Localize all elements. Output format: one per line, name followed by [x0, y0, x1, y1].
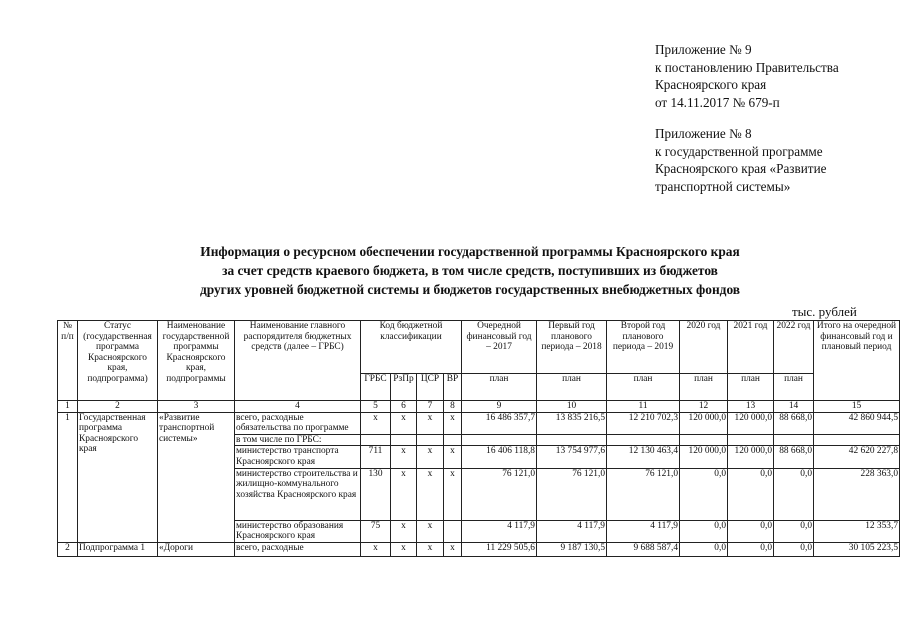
row-code-rzpr: х — [391, 412, 417, 434]
row-value-2020: 120 000,0 — [680, 446, 728, 468]
row-value-2018: 13 835 216,5 — [537, 412, 607, 434]
col-number: 8 — [444, 401, 462, 413]
row-value-2017: 11 229 505,6 — [462, 542, 537, 556]
header-status: Статус (государственная программа Красноярского края, подпрограмма) — [78, 321, 158, 401]
row-value-total: 42 620 227,8 — [814, 446, 900, 468]
row-grbs: министерство строительства и жилищно-коммунального хозяйства Красноярского края — [235, 468, 361, 520]
row-grbs: министерство транспорта Красноярского края — [235, 446, 361, 468]
row-value-2018: 13 754 977,6 — [537, 446, 607, 468]
row-value-2021: 120 000,0 — [728, 446, 774, 468]
row-value-2017: 76 121,0 — [462, 468, 537, 520]
row-code-rzpr: х — [391, 542, 417, 556]
col-number: 10 — [537, 401, 607, 413]
col-number: 11 — [607, 401, 680, 413]
annex-9-block — [655, 41, 895, 111]
row-code-csr: х — [417, 412, 444, 434]
document-title — [130, 242, 810, 299]
row-value-2022: 0,0 — [774, 468, 814, 520]
row-code-csr: х — [417, 446, 444, 468]
header-plan: план — [728, 374, 774, 401]
row-value-2019: 12 210 702,3 — [607, 412, 680, 434]
column-number-row — [58, 401, 900, 413]
row-num: 1 — [58, 412, 78, 542]
header-2018: Первый год планового периода – 2018 — [537, 321, 607, 374]
annex-line: от 14.11.2017 № 679-п — [655, 94, 780, 110]
header-plan: план — [680, 374, 728, 401]
row-code-rzpr: х — [391, 446, 417, 468]
row-code-grbs: 130 — [361, 468, 391, 520]
row-value-2022: 88 668,0 — [774, 412, 814, 434]
row-value-2018: 76 121,0 — [537, 468, 607, 520]
units-label: тыс. рублей — [792, 304, 857, 319]
header-sub-csr: ЦСР — [417, 374, 444, 401]
row-value-total: 30 105 223,5 — [814, 542, 900, 556]
col-number: 15 — [814, 401, 900, 413]
header-plan: план — [462, 374, 537, 401]
annex-line: Приложение № 8 — [655, 126, 752, 141]
header-2022: 2022 год — [774, 321, 814, 374]
row-value-2019: 12 130 463,4 — [607, 446, 680, 468]
row-value-2022: 0,0 — [774, 520, 814, 542]
title-line: других уровней бюджетной системы и бюджетов государственных внебюджетных фондов — [199, 282, 741, 297]
header-code: Код бюджетной классификации — [361, 321, 462, 374]
header-row — [58, 321, 900, 374]
row-value-2018: 9 187 130,5 — [537, 542, 607, 556]
row-code-csr: х — [417, 520, 444, 542]
row-code-grbs: х — [361, 542, 391, 556]
row-code-grbs: 75 — [361, 520, 391, 542]
row-value-2020: 0,0 — [680, 468, 728, 520]
header-sub-vr: ВР — [444, 374, 462, 401]
col-number: 5 — [361, 401, 391, 413]
annex-line: Приложение № 9 — [655, 42, 752, 57]
row-status: Государственная программа Красноярского края — [78, 412, 158, 542]
row-value-2017: 4 117,9 — [462, 520, 537, 542]
header-sub-rzpr: РзПр — [391, 374, 417, 401]
header-2017: Очередной финансовый год – 2017 — [462, 321, 537, 374]
row-value-2021: 0,0 — [728, 542, 774, 556]
row-grbs: министерство образования Красноярского края — [235, 520, 361, 542]
col-number: 2 — [78, 401, 158, 413]
header-sub-grbs: ГРБС — [361, 374, 391, 401]
row-value-2021: 120 000,0 — [728, 412, 774, 434]
header-2020: 2020 год — [680, 321, 728, 374]
row-code-csr: х — [417, 468, 444, 520]
header-plan: план — [774, 374, 814, 401]
row-num: 2 — [58, 542, 78, 556]
header-num: № п/п — [58, 321, 78, 401]
row-value-2021: 0,0 — [728, 468, 774, 520]
row-code-vr: х — [444, 542, 462, 556]
row-name: «Развитие транспортной системы» — [158, 412, 235, 542]
header-name: Наименование государственной программы Красноярского края, подпрограммы — [158, 321, 235, 401]
row-value-2019: 4 117,9 — [607, 520, 680, 542]
row-value-2021: 0,0 — [728, 520, 774, 542]
row-code-grbs: х — [361, 412, 391, 434]
table-row — [58, 542, 900, 556]
row-name: «Дороги — [158, 542, 235, 556]
col-number: 6 — [391, 401, 417, 413]
header-2019: Второй год планового периода – 2019 — [607, 321, 680, 374]
annex-line: к постановлению Правительства — [655, 59, 839, 75]
title-line: за счет средств краевого бюджета, в том числе средств, поступивших из бюджетов — [222, 263, 718, 278]
row-value-2019: 76 121,0 — [607, 468, 680, 520]
row-value-2017: 16 486 357,7 — [462, 412, 537, 434]
row-grbs: в том числе по ГРБС: — [235, 434, 361, 446]
annex-line: Красноярского края «Развитие — [655, 161, 827, 176]
row-value-total: 12 353,7 — [814, 520, 900, 542]
annex-line: к государственной программе — [655, 143, 823, 159]
title-line: Информация о ресурсном обеспечении государственной программы Красноярского края — [200, 244, 740, 259]
row-code-rzpr: х — [391, 468, 417, 520]
resource-table — [57, 320, 900, 557]
row-value-2018: 4 117,9 — [537, 520, 607, 542]
row-code-vr: х — [444, 468, 462, 520]
row-code-rzpr: х — [391, 520, 417, 542]
row-value-2022: 88 668,0 — [774, 446, 814, 468]
col-number: 4 — [235, 401, 361, 413]
col-number: 13 — [728, 401, 774, 413]
row-value-2020: 0,0 — [680, 542, 728, 556]
col-number: 14 — [774, 401, 814, 413]
row-value-total: 42 860 944,5 — [814, 412, 900, 434]
annex-8-block — [655, 125, 895, 195]
annex-line: транспортной системы» — [655, 178, 791, 194]
header-plan: план — [537, 374, 607, 401]
col-number: 7 — [417, 401, 444, 413]
row-grbs: всего, расходные обязательства по программе — [235, 412, 361, 434]
row-status: Подпрограмма 1 — [78, 542, 158, 556]
row-code-csr: х — [417, 542, 444, 556]
header-plan: план — [607, 374, 680, 401]
row-code-vr — [444, 520, 462, 542]
header-2021: 2021 год — [728, 321, 774, 374]
annex-line: Красноярского края — [655, 77, 767, 92]
col-number: 3 — [158, 401, 235, 413]
row-value-2020: 120 000,0 — [680, 412, 728, 434]
row-code-vr: х — [444, 446, 462, 468]
row-value-2020: 0,0 — [680, 520, 728, 542]
row-code-vr: х — [444, 412, 462, 434]
header-grbs: Наименование главного распорядителя бюджетных средств (далее – ГРБС) — [235, 321, 361, 401]
row-code-grbs: 711 — [361, 446, 391, 468]
row-value-2017: 16 406 118,8 — [462, 446, 537, 468]
row-value-2022: 0,0 — [774, 542, 814, 556]
col-number: 9 — [462, 401, 537, 413]
header-total: Итого на очередной финансовый год и плановый период — [814, 321, 900, 401]
row-value-2019: 9 688 587,4 — [607, 542, 680, 556]
row-grbs: всего, расходные — [235, 542, 361, 556]
col-number: 1 — [58, 401, 78, 413]
row-value-total: 228 363,0 — [814, 468, 900, 520]
table-row — [58, 412, 900, 434]
col-number: 12 — [680, 401, 728, 413]
